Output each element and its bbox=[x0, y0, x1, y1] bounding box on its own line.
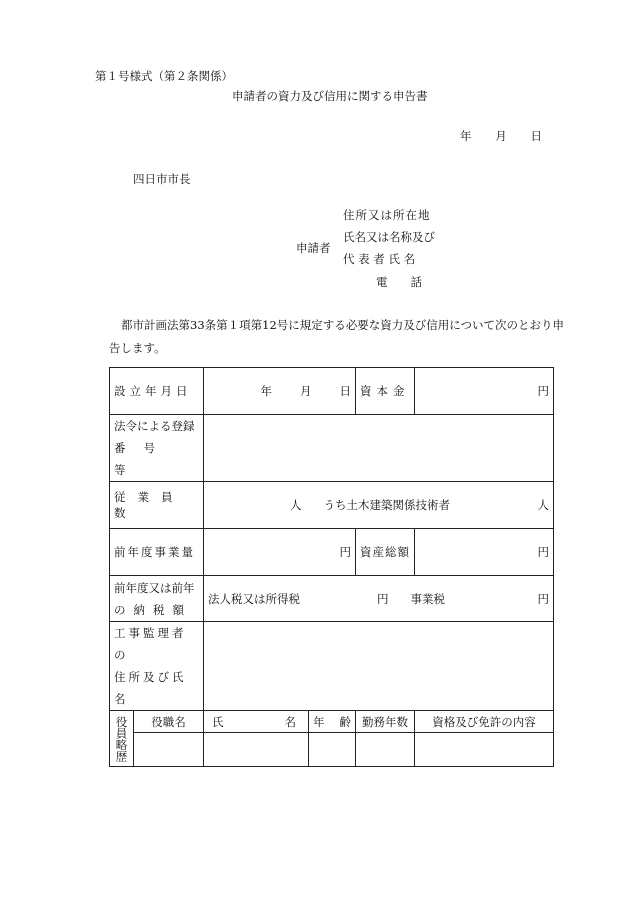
supervisor-value bbox=[204, 622, 554, 711]
col-age bbox=[309, 711, 356, 733]
supervisor-label-2: 住所及び氏名 bbox=[114, 670, 187, 706]
col-age-2: 齢 bbox=[339, 714, 351, 729]
applicant-address: 住所又は所在地 bbox=[343, 208, 431, 222]
officer-qualifications-cell bbox=[415, 733, 554, 767]
supervisor-label bbox=[110, 622, 204, 711]
applicant-name: 氏名又は名称及び bbox=[343, 230, 435, 244]
tax-value bbox=[204, 576, 554, 622]
date-line bbox=[460, 128, 542, 144]
officer-name-cell bbox=[204, 733, 309, 767]
applicant-label: 申請者 bbox=[296, 241, 331, 255]
est-day: 日 bbox=[339, 384, 351, 398]
corp-tax-label: 法人税又は所得税 bbox=[208, 591, 300, 606]
prev-sales-value: 円 bbox=[204, 529, 356, 576]
col-position: 役職名 bbox=[134, 711, 204, 733]
engineers-unit: 人 bbox=[537, 498, 549, 512]
row-tax bbox=[110, 576, 554, 622]
capital-value: 円 bbox=[415, 368, 554, 415]
total-assets-label: 資産総額 bbox=[356, 529, 415, 576]
prev-sales-label: 前年度事業量 bbox=[110, 529, 204, 576]
form-number: 第１号様式（第２条関係） bbox=[95, 69, 233, 83]
tax-label bbox=[110, 576, 204, 622]
applicant-rep: 代 表 者 氏 名 bbox=[343, 252, 416, 266]
date-day: 日 bbox=[530, 129, 542, 143]
row-prev-sales bbox=[110, 529, 554, 576]
col-years: 勤務年数 bbox=[356, 711, 415, 733]
corp-tax-unit: 円 bbox=[377, 591, 389, 606]
tax-label-1: 前年度又は前年 bbox=[114, 580, 195, 595]
established-label: 設立年月日 bbox=[110, 368, 204, 415]
officers-label-text: 役員略歴 bbox=[114, 715, 129, 762]
engineers-label: うち土木建築関係技術者 bbox=[323, 498, 450, 512]
est-year: 年 bbox=[260, 384, 272, 398]
registration-label-1: 法令による登録 bbox=[114, 419, 195, 433]
business-tax-unit: 円 bbox=[537, 591, 549, 606]
body-line-2: 告します。 bbox=[109, 341, 166, 355]
registration-value bbox=[204, 415, 554, 482]
established-value bbox=[204, 368, 356, 415]
business-tax-label: 事業税 bbox=[410, 591, 445, 606]
officer-years-cell bbox=[356, 733, 415, 767]
date-year: 年 bbox=[460, 129, 472, 143]
applicant-phone: 電 話 bbox=[376, 275, 422, 289]
officers-label bbox=[110, 711, 134, 767]
application-table bbox=[109, 367, 554, 767]
body-line-1: 都市計画法第33条第１項第12号に規定する必要な資力及び信用について次のとおり申 bbox=[121, 318, 565, 332]
addressee: 四日市市長 bbox=[133, 172, 191, 186]
supervisor-label-1: 工事監理者の bbox=[114, 626, 187, 662]
row-supervisor bbox=[110, 622, 554, 711]
col-name-2: 名 bbox=[284, 714, 296, 729]
col-name-1: 氏 bbox=[212, 714, 224, 729]
col-name bbox=[204, 711, 309, 733]
officer-age-cell bbox=[309, 733, 356, 767]
row-employees bbox=[110, 482, 554, 529]
date-month: 月 bbox=[495, 129, 507, 143]
est-month: 月 bbox=[300, 384, 312, 398]
row-registration bbox=[110, 415, 554, 482]
employees-value bbox=[204, 482, 554, 529]
tax-label-2: の納税額 bbox=[114, 602, 192, 617]
total-assets-value: 円 bbox=[415, 529, 554, 576]
document-title: 申請者の資力及び信用に関する申告書 bbox=[232, 89, 428, 103]
row-officers-entry bbox=[110, 733, 554, 767]
col-qualifications: 資格及び免許の内容 bbox=[415, 711, 554, 733]
capital-label: 資本金 bbox=[356, 368, 415, 415]
registration-label-2: 番号等 bbox=[114, 441, 173, 477]
col-age-1: 年 bbox=[313, 714, 325, 729]
employees-unit: 人 bbox=[290, 498, 302, 512]
officer-position-cell bbox=[134, 733, 204, 767]
row-established bbox=[110, 368, 554, 415]
registration-label bbox=[110, 415, 204, 482]
row-officers-header bbox=[110, 711, 554, 733]
employees-label: 従業員数 bbox=[110, 482, 204, 529]
